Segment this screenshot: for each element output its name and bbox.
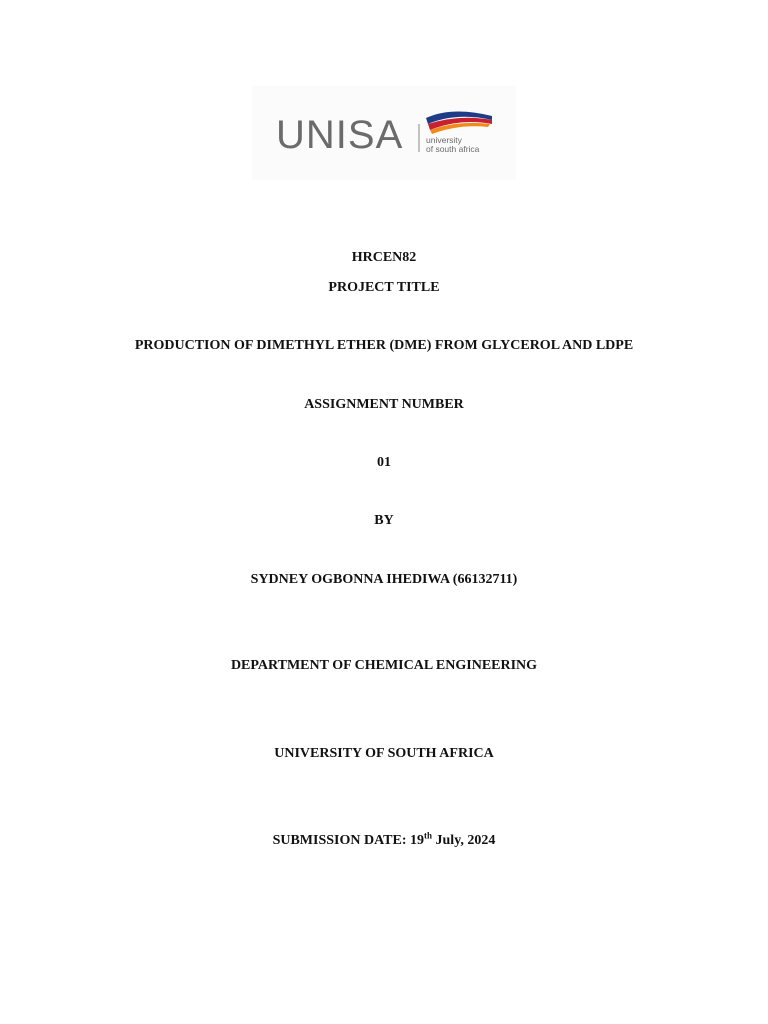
project-title: PRODUCTION OF DIMETHYL ETHER (DME) FROM GLYCEROL AND LDPE [134, 338, 634, 353]
logo-wordmark: UNISA [276, 113, 404, 157]
logo-tagline-2: of south africa [426, 144, 480, 154]
submission-rest: July, 2024 [432, 833, 496, 848]
university-name: UNIVERSITY OF SOUTH AFRICA [274, 746, 494, 761]
submission-date [0, 832, 768, 850]
department: DEPARTMENT OF CHEMICAL ENGINEERING [230, 658, 538, 673]
unisa-logo-graphic [252, 86, 516, 180]
submission-day-suffix: th [424, 830, 433, 841]
course-code: HRCEN82 [351, 250, 417, 265]
submission-label: SUBMISSION DATE: 19 [272, 833, 424, 848]
assignment-number: 01 [377, 455, 391, 470]
project-title-label: PROJECT TITLE [328, 280, 440, 295]
unisa-logo [252, 86, 516, 180]
author-name: SYDNEY OGBONNA IHEDIWA (66132711) [250, 572, 518, 587]
by-label: BY [374, 513, 394, 528]
logo-tagline-1: university [426, 135, 462, 145]
assignment-label: ASSIGNMENT NUMBER [304, 397, 464, 412]
